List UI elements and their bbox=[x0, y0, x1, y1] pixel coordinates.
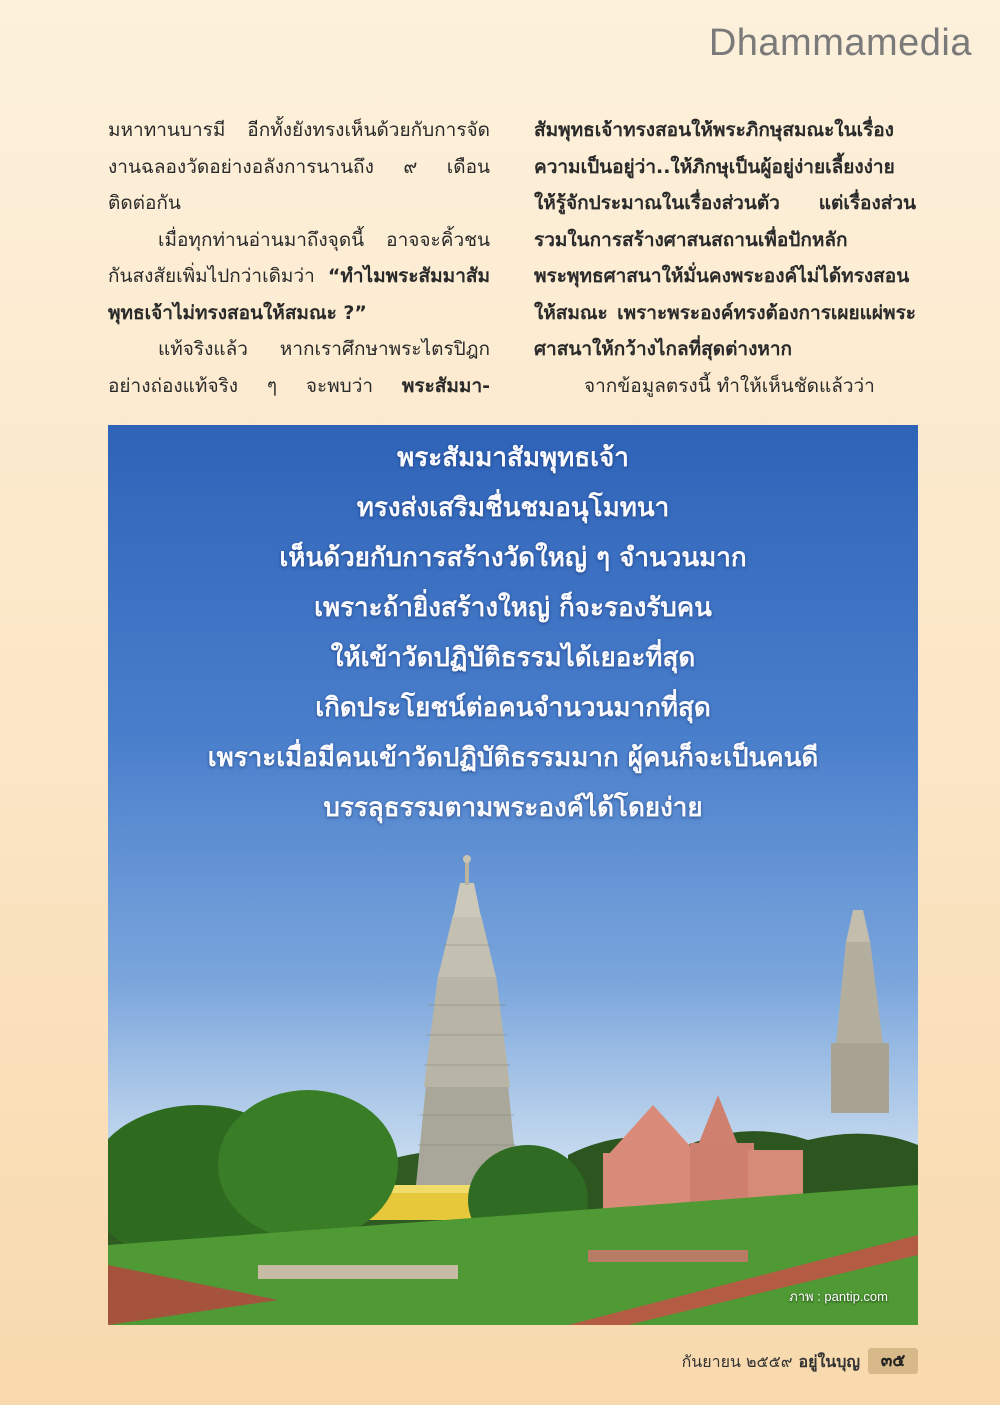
page-footer bbox=[0, 1348, 1000, 1376]
brand-title: Dhammamedia bbox=[708, 22, 972, 64]
left-paragraph-2-question: “ทำไมพระสัมมาสัมพุทธเจ้าไม่ทรงสอนให้สมณะ ?” bbox=[108, 265, 490, 324]
quote-line: เห็นด้วยกับการสร้างวัดใหญ่ ๆ จำนวนมาก bbox=[279, 543, 747, 573]
footer-date: กันยายน ๒๕๕๙ bbox=[681, 1352, 793, 1371]
article-right-column bbox=[534, 112, 916, 404]
right-paragraph-1: สัมพุทธเจ้าทรงสอนให้พระภิกษุสมณะในเรื่องความเป็นอยู่ว่า..ให้ภิกษุเป็นผู้อยู่ง่ายเลี้ยงง่าย ให้รู้จักประมาณในเรื่องส่วนตัว แต่เรื่องส่วนรวมในการสร้างศาสนสถานเพื่อปักหลักพระพุทธศาสนาให้มั่นคงพระองค์ไม่ได้ทรงสอนให้สมณะ เพราะพระองค์ทรงต้องการเผยแผ่พระศาสนาให้กว้างไกลที่สุดต่างหาก bbox=[534, 119, 916, 360]
temple-scene-illustration bbox=[108, 855, 918, 1325]
photo-quote bbox=[108, 433, 918, 833]
quote-line: บรรลุธรรมตามพระองค์ได้โดยง่าย bbox=[323, 793, 703, 823]
quote-line: เกิดประโยชน์ต่อคนจำนวนมากที่สุด bbox=[315, 693, 711, 723]
left-paragraph-2 bbox=[108, 222, 490, 332]
page-number-badge: ๓๕ bbox=[868, 1348, 918, 1374]
quote-line: ทรงส่งเสริมชื่นชมอนุโมทนา bbox=[356, 493, 670, 523]
footer-magazine-name: อยู่ในบุญ bbox=[798, 1352, 860, 1371]
quote-line: เพราะถ้ายิ่งสร้างใหญ่ ก็จะรองรับคน bbox=[314, 593, 712, 623]
photo-credit: ภาพ : pantip.com bbox=[789, 1289, 888, 1304]
quote-line: ให้เข้าวัดปฏิบัติธรรมได้เยอะที่สุด bbox=[330, 643, 696, 673]
left-paragraph-3 bbox=[108, 331, 490, 404]
temple-photo bbox=[108, 425, 918, 1325]
right-paragraph-2: จากข้อมูลตรงนี้ ทำให้เห็นชัดแล้วว่า bbox=[584, 374, 875, 397]
left-paragraph-1: มหาทานบารมี อีกทั้งยังทรงเห็นด้วยกับการจัดงานฉลองวัดอย่างอลังการนานถึง ๙ เดือนติดต่อกัน bbox=[108, 119, 490, 214]
article-left-column bbox=[108, 112, 490, 404]
quote-line: พระสัมมาสัมพุทธเจ้า bbox=[397, 443, 629, 473]
left-paragraph-3-bold: พระสัมมา- bbox=[401, 374, 490, 397]
quote-line: เพราะเมื่อมีคนเข้าวัดปฏิบัติธรรมมาก ผู้คนก็จะเป็นคนดี bbox=[207, 743, 819, 773]
left-paragraph-2-text: เมื่อทุกท่านอ่านมาถึงจุดนี้ อาจจะคิ้วชนกันสงสัยเพิ่มไปกว่าเดิมว่า bbox=[108, 228, 490, 287]
footer-issue bbox=[682, 1350, 860, 1375]
left-paragraph-3-text: แท้จริงแล้ว หากเราศึกษาพระไตรปิฎกอย่างถ่องแท้จริง ๆ จะพบว่า bbox=[108, 338, 490, 397]
